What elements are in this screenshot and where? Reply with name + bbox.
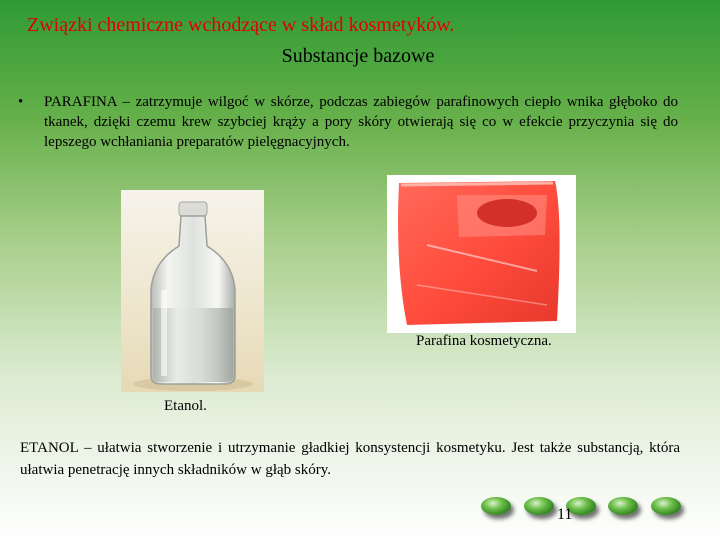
paraffin-package-image bbox=[387, 175, 576, 333]
last-slide-button[interactable] bbox=[651, 497, 681, 515]
etanol-caption: Etanol. bbox=[164, 398, 207, 414]
previous-slide-button[interactable] bbox=[524, 497, 554, 515]
page-number: 11 bbox=[557, 506, 573, 523]
paraffin-illustration bbox=[387, 175, 576, 333]
paraffin-bullet bbox=[18, 92, 678, 152]
paraffin-description: PARAFINA – zatrzymuje wilgoć w skórze, podczas zabiegów parafinowych ciepło wnika głęboko do tkanek, dzięki czemu krew szybciej krąży a pory skóry otwierają się co w efekcie przyczynia się do lepszego wchłaniania preparatów pielęgnacyjnych. bbox=[44, 94, 678, 150]
next-slide-button[interactable] bbox=[608, 497, 638, 515]
bottle-illustration bbox=[121, 190, 264, 392]
paraffin-caption: Parafina kosmetyczna. bbox=[416, 333, 552, 349]
etanol-description: ETANOL – ułatwia stworzenie i utrzymanie gładkiej konsystencji kosmetyku. Jest także substancją, która ułatwia penetrację innych składników w głąb skóry. bbox=[20, 440, 680, 478]
bullet-marker: • bbox=[18, 94, 24, 110]
slide-title: Związki chemiczne wchodzące w skład kosmetyków. bbox=[27, 14, 455, 36]
slide-subtitle: Substancje bazowe bbox=[281, 45, 435, 67]
first-slide-button[interactable] bbox=[481, 497, 511, 515]
etanol-bottle-image bbox=[121, 190, 264, 392]
